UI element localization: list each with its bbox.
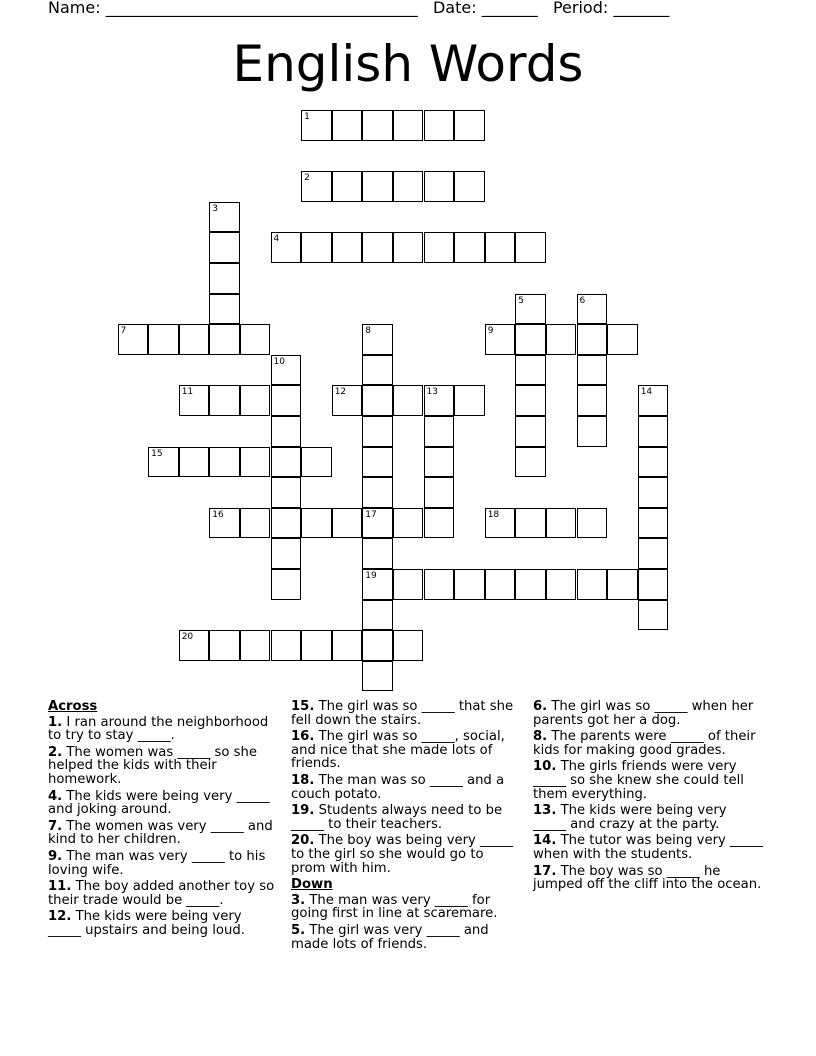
clue-number-label: 13. — [533, 803, 557, 819]
grid-cell[interactable] — [577, 508, 608, 539]
grid-cell[interactable] — [271, 477, 302, 508]
page-title: English Words — [232, 35, 584, 93]
grid-cell[interactable] — [301, 447, 332, 478]
grid-cell[interactable] — [179, 385, 210, 416]
clue-text: The women was _____ so she helped the kids with their homework. — [48, 744, 258, 787]
grid-cell[interactable] — [271, 416, 302, 447]
grid-cell[interactable] — [362, 110, 393, 141]
clue-number-label: 5. — [291, 922, 306, 938]
grid-cell[interactable] — [577, 416, 608, 447]
clue-number: 20 — [181, 632, 194, 643]
grid-cell[interactable] — [515, 447, 546, 478]
grid-cell[interactable] — [301, 171, 332, 202]
clue-number-label: 12. — [48, 909, 72, 925]
grid-cell[interactable] — [362, 538, 393, 569]
clue-number: 11 — [181, 387, 194, 398]
clue-number: 9 — [487, 326, 494, 337]
clue-text: The boy was being very _____ to the girl so she would go to prom with him. — [291, 833, 514, 876]
grid-cell[interactable] — [209, 385, 240, 416]
clue-item — [533, 804, 763, 831]
grid-cell[interactable] — [209, 232, 240, 263]
grid-cell[interactable] — [271, 508, 302, 539]
clue-text: The girl was so _____ when her parents got her a dog. — [533, 699, 754, 728]
grid-cell[interactable] — [240, 385, 271, 416]
clue-text: The girl was so _____, social, and nice that she made lots of friends. — [291, 729, 505, 772]
clue-item — [48, 850, 278, 877]
grid-cell[interactable] — [393, 232, 424, 263]
grid-cell[interactable] — [240, 447, 271, 478]
clue-item — [48, 820, 278, 847]
clue-number: 17 — [365, 509, 377, 520]
grid-cell[interactable] — [209, 630, 240, 661]
clue-number-label: 6. — [533, 699, 548, 714]
grid-cell[interactable] — [301, 630, 332, 661]
grid-cell[interactable] — [546, 508, 577, 539]
clue-number: 12 — [334, 387, 347, 398]
clue-text: The man was so _____ and a couch potato. — [291, 772, 505, 802]
grid-cell[interactable] — [454, 569, 485, 600]
grid-cell[interactable] — [424, 569, 455, 600]
clue-number: 15 — [151, 448, 163, 459]
clue-number-label: 16. — [291, 729, 315, 745]
grid-cell[interactable] — [393, 110, 424, 141]
clue-number-label: 17. — [533, 863, 557, 879]
grid-cell[interactable] — [271, 630, 302, 661]
clue-item — [533, 760, 763, 801]
clue-item — [291, 700, 521, 727]
grid-cell[interactable] — [362, 508, 393, 539]
clue-item — [48, 880, 278, 907]
grid-cell[interactable] — [577, 385, 608, 416]
clue-text: The boy added another toy so their trade would be _____. — [48, 879, 275, 908]
grid-cell[interactable] — [515, 416, 546, 447]
grid-cell[interactable] — [301, 232, 332, 263]
clue-text: The girl was so _____ that she fell down the stairs. — [291, 699, 514, 728]
clue-text: Students always need to be _____ to their teachers. — [291, 803, 503, 832]
grid-cell[interactable] — [638, 416, 669, 447]
clue-text: The girl was very _____ and made lots of friends. — [291, 922, 489, 952]
grid-cell[interactable] — [362, 447, 393, 478]
clue-number-label: 15. — [291, 699, 315, 714]
grid-cell[interactable] — [638, 447, 669, 478]
grid-cell[interactable] — [148, 447, 179, 478]
grid-cell[interactable] — [515, 508, 546, 539]
grid-cell[interactable] — [424, 171, 455, 202]
grid-cell[interactable] — [362, 324, 393, 355]
clue-item — [291, 924, 521, 951]
grid-cell[interactable] — [179, 324, 210, 355]
grid-cell[interactable] — [515, 294, 546, 325]
grid-cell[interactable] — [546, 324, 577, 355]
clue-number: 8 — [365, 326, 372, 337]
clue-text: The kids were being very _____ upstairs and being loud. — [48, 909, 245, 938]
clue-number: 2 — [304, 173, 310, 184]
grid-cell[interactable] — [454, 385, 485, 416]
clue-item — [291, 804, 521, 831]
clue-item — [533, 865, 763, 892]
grid-cell[interactable] — [638, 569, 669, 600]
clue-number: 18 — [487, 509, 500, 520]
clue-number: 5 — [518, 295, 525, 306]
down-clue-list — [291, 894, 521, 951]
clue-item — [291, 774, 521, 801]
clue-number: 1 — [304, 112, 310, 122]
clue-text: I ran around the neighborhood to try to stay _____. — [48, 714, 269, 744]
grid-cell[interactable] — [424, 477, 455, 508]
grid-cell[interactable] — [393, 569, 424, 600]
grid-cell[interactable] — [179, 630, 210, 661]
grid-cell[interactable] — [424, 508, 455, 539]
grid-cell[interactable] — [209, 202, 240, 233]
clue-number: 3 — [212, 203, 219, 214]
grid-cell[interactable] — [362, 600, 393, 631]
clue-text: The women was very _____ and kind to her children. — [48, 818, 273, 848]
clue-text: The girls friends were very _____ so she knew she could tell them everything. — [533, 759, 744, 802]
clue-number-label: 19. — [291, 803, 315, 819]
grid-cell[interactable] — [362, 171, 393, 202]
clue-text: The kids were being very _____ and crazy at the party. — [533, 803, 727, 832]
grid-cell[interactable] — [362, 477, 393, 508]
clue-number: 7 — [120, 326, 127, 337]
grid-cell[interactable] — [209, 263, 240, 294]
down-clue-list-continued — [533, 700, 763, 892]
grid-cell[interactable] — [638, 538, 669, 569]
grid-cell[interactable] — [607, 569, 638, 600]
across-clue-list — [48, 716, 278, 938]
grid-cell[interactable] — [424, 447, 455, 478]
clue-item — [48, 746, 278, 787]
grid-cell[interactable] — [362, 416, 393, 447]
period-blank[interactable]: _______ — [613, 0, 670, 17]
grid-cell[interactable] — [638, 508, 669, 539]
grid-cell[interactable] — [332, 630, 363, 661]
grid-cell[interactable] — [485, 569, 516, 600]
grid-cell[interactable] — [424, 416, 455, 447]
grid-cell[interactable] — [393, 508, 424, 539]
date-blank[interactable]: _______ — [481, 0, 538, 17]
clue-number: 4 — [273, 234, 280, 245]
grid-cell[interactable] — [546, 569, 577, 600]
clue-number-label: 20. — [291, 833, 315, 849]
clue-number-label: 1. — [48, 714, 63, 730]
grid-cell[interactable] — [424, 232, 455, 263]
clue-number-label: 10. — [533, 759, 557, 775]
grid-cell[interactable] — [362, 232, 393, 263]
clue-number-label: 14. — [533, 833, 557, 849]
down-heading: Down — [291, 877, 333, 893]
grid-cell[interactable] — [515, 355, 546, 386]
clue-text: The tutor was being very _____ when with the students. — [533, 833, 763, 862]
grid-cell[interactable] — [271, 385, 302, 416]
clue-number-label: 8. — [533, 729, 548, 745]
grid-cell[interactable] — [209, 447, 240, 478]
clue-text: The boy was so _____ he jumped off the cliff into the ocean. — [533, 863, 762, 893]
grid-cell[interactable] — [332, 385, 363, 416]
clue-number-label: 3. — [291, 892, 306, 908]
clue-item — [48, 716, 278, 743]
grid-cell[interactable] — [577, 569, 608, 600]
grid-cell[interactable] — [179, 447, 210, 478]
grid-cell[interactable] — [424, 110, 455, 141]
across-clue-list-continued — [291, 700, 521, 875]
clue-item — [533, 730, 763, 757]
clue-number: 16 — [212, 509, 224, 520]
grid-cell[interactable] — [301, 508, 332, 539]
clue-text: The man was very _____ for going first in line at scaremare. — [291, 892, 498, 922]
clue-number-label: 4. — [48, 788, 63, 804]
grid-cell[interactable] — [362, 569, 393, 600]
grid-cell[interactable] — [148, 324, 179, 355]
clue-text: The man was very _____ to his loving wife. — [48, 848, 266, 878]
grid-cell[interactable] — [271, 232, 302, 263]
grid-cell[interactable] — [209, 508, 240, 539]
grid-cell[interactable] — [209, 324, 240, 355]
grid-cell[interactable] — [393, 171, 424, 202]
clue-item — [291, 834, 521, 875]
grid-cell[interactable] — [393, 385, 424, 416]
grid-cell[interactable] — [240, 630, 271, 661]
grid-cell[interactable] — [638, 385, 669, 416]
clue-number: 19 — [365, 571, 377, 581]
clue-number-label: 11. — [48, 879, 72, 895]
grid-cell[interactable] — [485, 324, 516, 355]
clues-column-1 — [48, 700, 278, 941]
name-label: Name: — [48, 0, 101, 17]
grid-cell[interactable] — [485, 508, 516, 539]
grid-cell[interactable] — [240, 508, 271, 539]
clue-item — [48, 910, 278, 937]
grid-cell[interactable] — [485, 232, 516, 263]
clue-item — [291, 894, 521, 921]
across-heading: Across — [48, 699, 98, 714]
grid-cell[interactable] — [424, 385, 455, 416]
grid-cell[interactable] — [362, 661, 393, 692]
grid-cell[interactable] — [209, 294, 240, 325]
grid-cell[interactable] — [638, 477, 669, 508]
grid-cell[interactable] — [577, 324, 608, 355]
grid-cell[interactable] — [271, 538, 302, 569]
grid-cell[interactable] — [240, 324, 271, 355]
name-blank[interactable]: _______________________________________ — [105, 0, 418, 17]
grid-cell[interactable] — [332, 171, 363, 202]
clue-number-label: 18. — [291, 772, 315, 788]
clue-item — [533, 834, 763, 861]
clue-text: The parents were _____ of their kids for making good grades. — [533, 729, 756, 758]
grid-cell[interactable] — [607, 324, 638, 355]
grid-cell[interactable] — [362, 355, 393, 386]
grid-cell[interactable] — [362, 385, 393, 416]
grid-cell[interactable] — [362, 630, 393, 661]
grid-cell[interactable] — [515, 569, 546, 600]
clue-number-label: 7. — [48, 818, 63, 834]
grid-cell[interactable] — [454, 232, 485, 263]
grid-cell[interactable] — [638, 600, 669, 631]
grid-cell[interactable] — [515, 385, 546, 416]
grid-cell[interactable] — [515, 324, 546, 355]
grid-cell[interactable] — [577, 294, 608, 325]
clue-item — [291, 730, 521, 771]
clue-item — [533, 700, 763, 727]
clue-number-label: 9. — [48, 848, 63, 864]
grid-cell[interactable] — [271, 447, 302, 478]
clue-item — [48, 790, 278, 817]
grid-cell[interactable] — [332, 508, 363, 539]
grid-cell[interactable] — [454, 171, 485, 202]
grid-cell[interactable] — [271, 569, 302, 600]
grid-cell[interactable] — [271, 355, 302, 386]
grid-cell[interactable] — [454, 110, 485, 141]
clue-number: 14 — [640, 387, 653, 398]
grid-cell[interactable] — [515, 232, 546, 263]
clue-text: The kids were being very _____ and joking around. — [48, 788, 270, 818]
clues-column-3 — [533, 700, 763, 895]
clue-number: 13 — [426, 387, 438, 398]
period-label: Period: — [552, 0, 609, 17]
grid-cell[interactable] — [393, 630, 424, 661]
clues-column-2 — [291, 700, 521, 954]
grid-cell[interactable] — [332, 110, 363, 141]
clue-number: 6 — [579, 295, 586, 306]
grid-cell[interactable] — [301, 110, 332, 141]
date-label: Date: — [432, 0, 477, 17]
grid-cell[interactable] — [332, 232, 363, 263]
clue-number: 10 — [273, 356, 285, 367]
grid-cell[interactable] — [577, 355, 608, 386]
clue-number-label: 2. — [48, 744, 63, 760]
grid-cell[interactable] — [118, 324, 149, 355]
